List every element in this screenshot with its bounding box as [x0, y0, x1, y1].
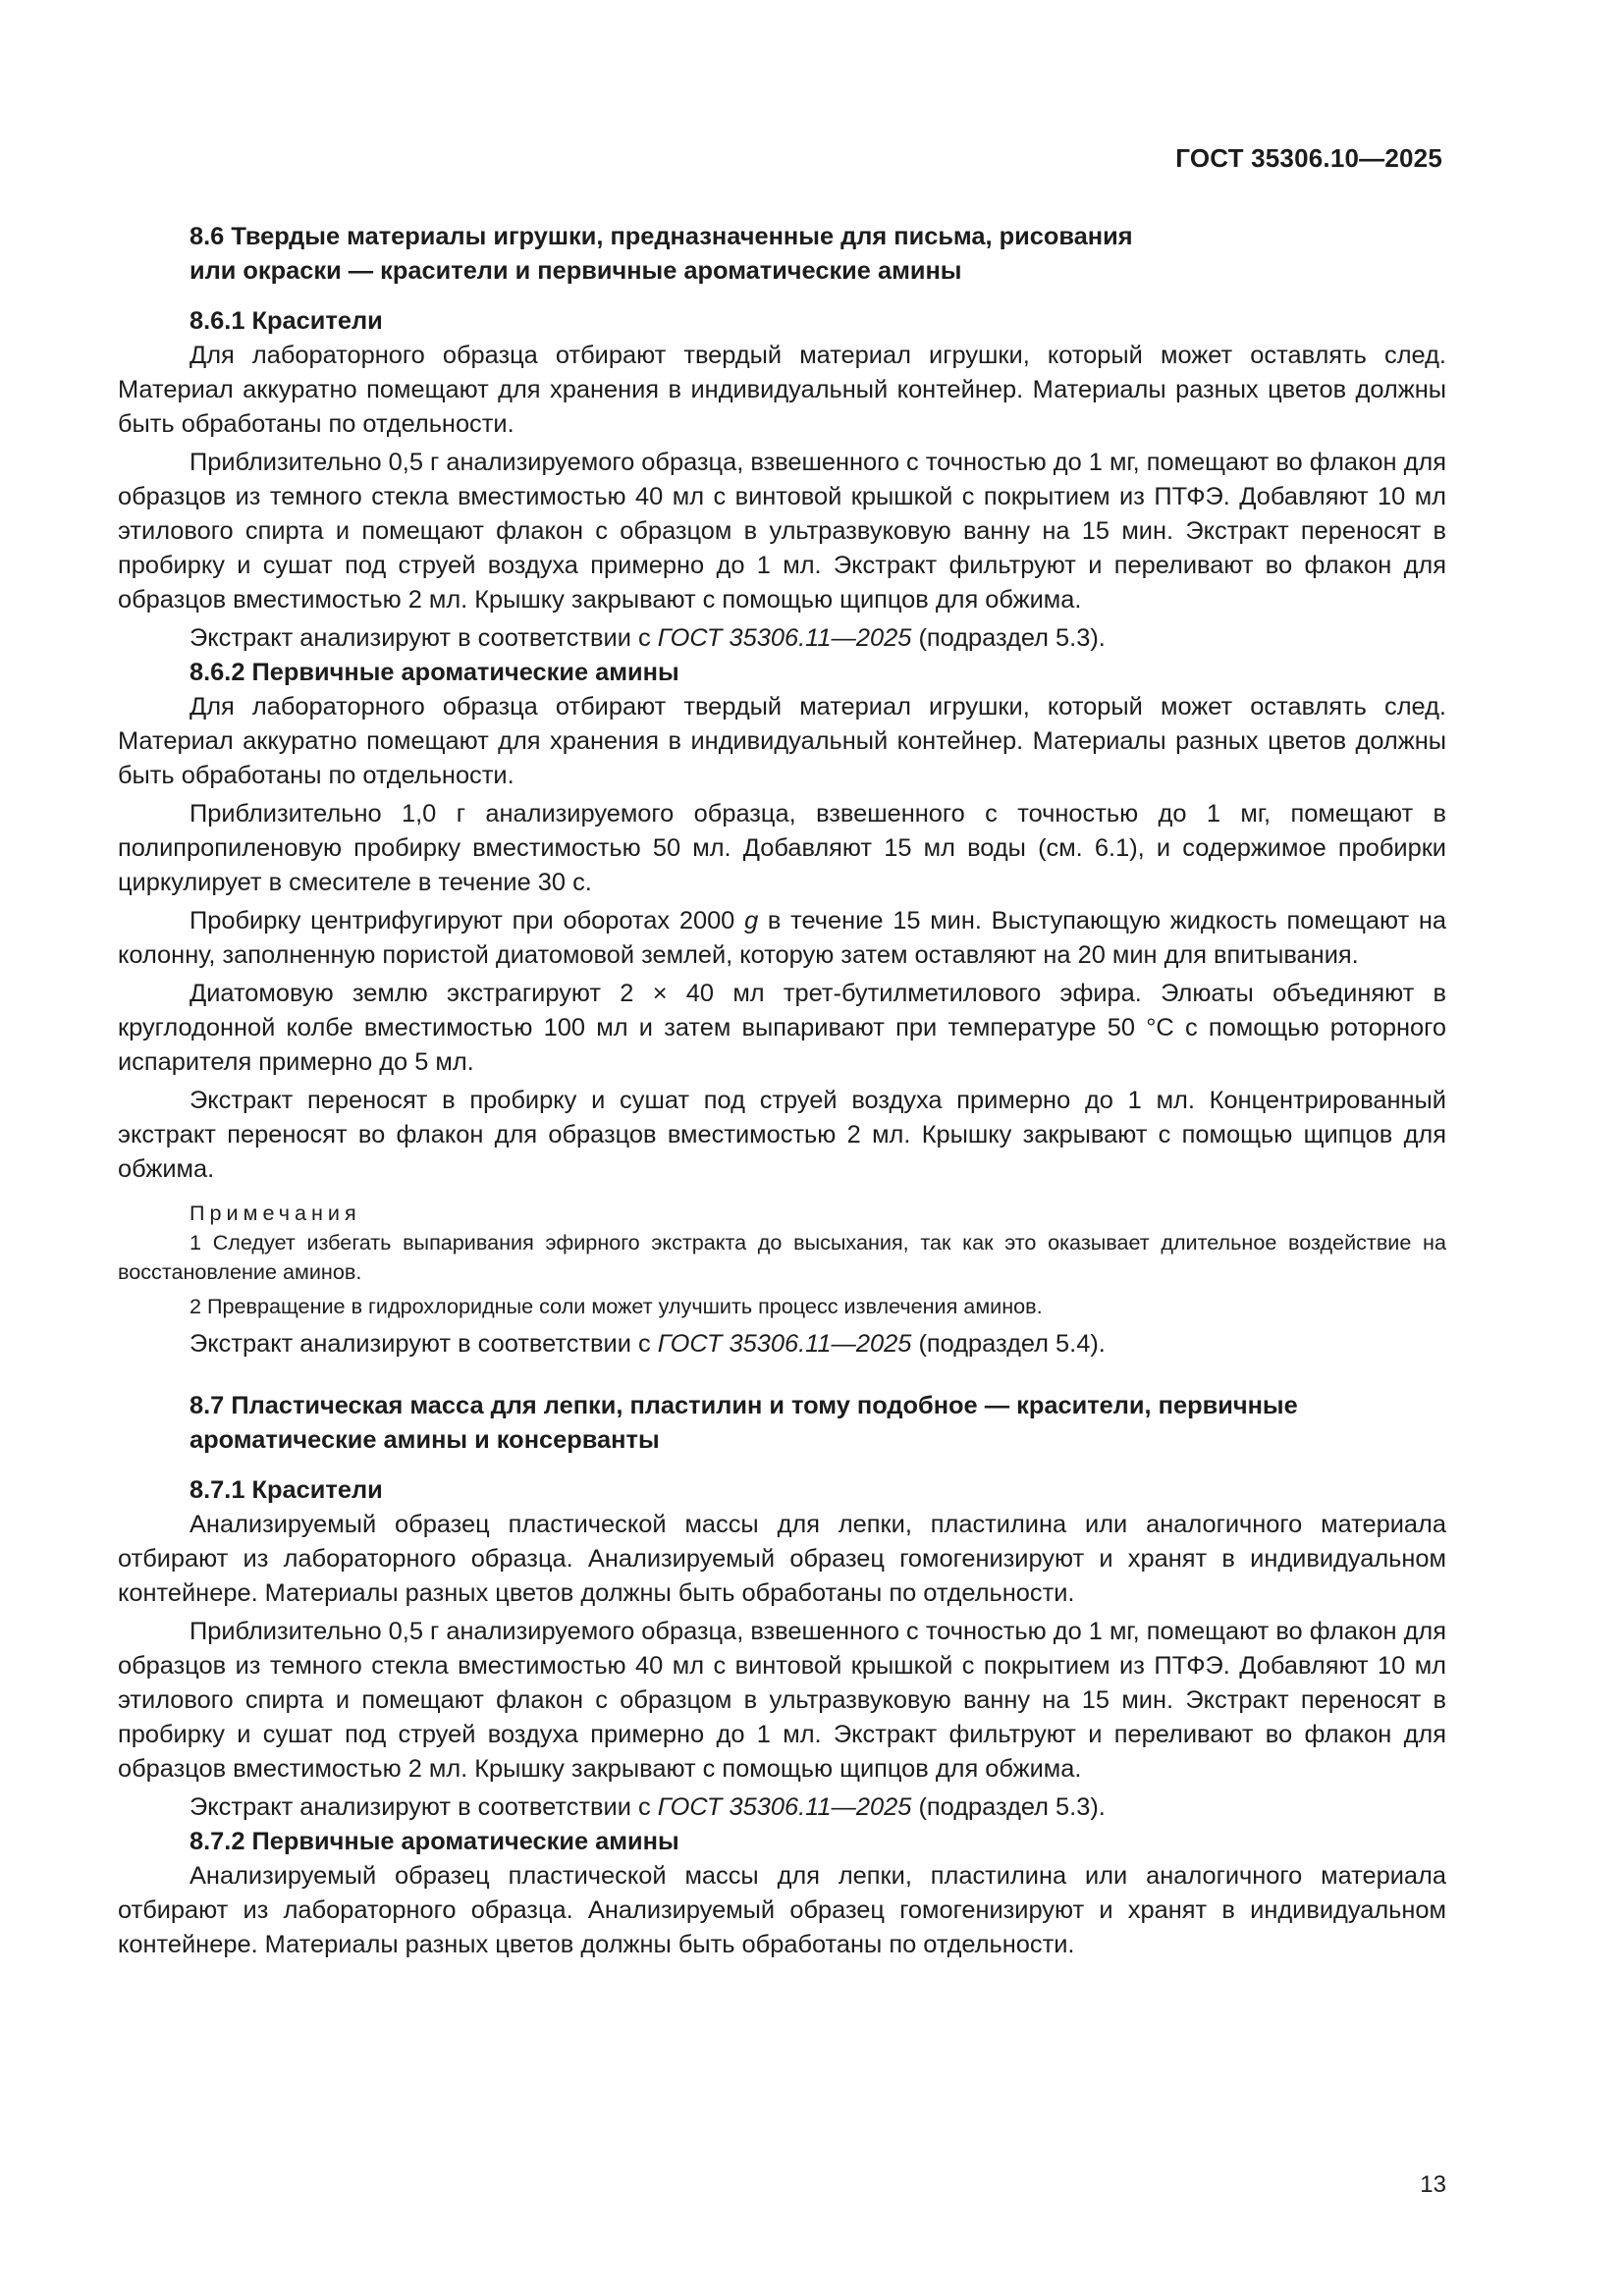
section-8-7-title-line1: 8.7 Пластическая масса для лепки, пластилин и тому подобное — красители, первичные — [189, 1392, 1298, 1419]
standard-reference: ГОСТ 35306.11—2025 — [657, 1793, 912, 1821]
section-8-7-heading — [189, 1389, 1446, 1458]
reference-text: Экстракт анализируют в соответствии с — [189, 1330, 658, 1358]
paragraph-text: в течение 15 мин. Выступающую жидкость помещают на колонну, заполненную пористой диатомовой землей, которую затем оставляют на 20 мин для впитывания. — [118, 907, 1446, 969]
paragraph: Приблизительно 0,5 г анализируемого образца, взвешенного с точностью до 1 мг, помещают во флакон для образцов из темного стекла вместимостью 40 мл с винтовой крышкой с покрытием из ПТФЭ. Добавляют 10 мл этилового спирта и помещают флакон с образцом в ультразвуковую ванну на 15 мин. Экстракт переносят в пробирку и сушат под струей воздуха примерно до 1 мл. Экстракт фильтруют и переливают во флакон для образцов вместимостью 2 мл. Крышку закрывают с помощью щипцов для обжима. — [118, 449, 1446, 614]
note-item: 2 Превращение в гидрохлоридные соли может улучшить процесс извлечения аминов. — [189, 1294, 1043, 1318]
paragraph: Для лабораторного образца отбирают твердый материал игрушки, который может оставлять след. Материал аккуратно помещают для хранения в индивидуальный контейнер. Материалы разных цветов должны быть обработаны по отдельности. — [118, 693, 1446, 789]
reference-text: (подраздел 5.3). — [911, 624, 1106, 652]
paragraph: Анализируемый образец пластической массы для лепки, пластилина или аналогичного материала отбирают из лабораторного образца. Анализируемый образец гомогенизируют и хранят в индивидуальном контейнере. Материалы разных цветов должны быть обработаны по отдельности. — [118, 1511, 1446, 1607]
reference-text: Экстракт анализируют в соответствии с — [189, 1793, 658, 1821]
standard-reference: ГОСТ 35306.11—2025 — [657, 1330, 912, 1358]
paragraph-reference — [118, 621, 1446, 656]
paragraph: Анализируемый образец пластической массы для лепки, пластилина или аналогичного материала отбирают из лабораторного образца. Анализируемый образец гомогенизируют и хранят в индивидуальном контейнере. Материалы разных цветов должны быть обработаны по отдельности. — [118, 1862, 1446, 1958]
note-item: 1 Следует избегать выпаривания эфирного экстракта до высыхания, так как это оказывает длительное воздействие на восстановление аминов. — [118, 1230, 1446, 1284]
paragraph: Приблизительно 1,0 г анализируемого образца, взвешенного с точностью до 1 мг, помещают в полипропиленовую пробирку вместимостью 50 мл. Добавляют 15 мл воды (см. 6.1), и содержимое пробирки циркулирует в смесителе в течение 30 с. — [118, 800, 1446, 896]
g-force-symbol: g — [744, 907, 759, 934]
paragraph-reference — [118, 1327, 1446, 1362]
paragraph: Для лабораторного образца отбирают твердый материал игрушки, который может оставлять след. Материал аккуратно помещают для хранения в индивидуальный контейнер. Материалы разных цветов должны быть обработаны по отдельности. — [118, 342, 1446, 438]
section-8-6-title-line2: или окраски — красители и первичные ароматические амины — [189, 257, 962, 285]
notes-title: Примечания — [189, 1201, 361, 1225]
paragraph-text: Пробирку центрифугируют при оборотах 2000 — [189, 907, 745, 934]
paragraph: Приблизительно 0,5 г анализируемого образца, взвешенного с точностью до 1 мг, помещают во флакон для образцов из темного стекла вместимостью 40 мл с винтовой крышкой с покрытием из ПТФЭ. Добавляют 10 мл этилового спирта и помещают флакон с образцом в ультразвуковую ванну на 15 мин. Экстракт переносят в пробирку и сушат под струей воздуха примерно до 1 мл. Экстракт фильтруют и переливают во флакон для образцов вместимостью 2 мл. Крышку закрывают с помощью щипцов для обжима. — [118, 1618, 1446, 1783]
page-number: 13 — [1420, 2171, 1446, 2198]
paragraph: Диатомовую землю экстрагируют 2 × 40 мл трет-бутилметилового эфира. Элюаты объединяют в круглодонной колбе вместимостью 100 мл и затем выпаривают при температуре 50 °С с помощью роторного испарителя примерно до 5 мл. — [118, 980, 1446, 1076]
reference-text: Экстракт анализируют в соответствии с — [189, 624, 658, 652]
paragraph — [118, 904, 1446, 973]
document-body — [118, 220, 1446, 1966]
section-8-6-heading — [189, 220, 1446, 289]
section-8-6-title-line1: 8.6 Твердые материалы игрушки, предназначенные для письма, рисования — [189, 223, 1133, 250]
subsection-8-6-2-heading: 8.6.2 Первичные ароматические амины — [189, 659, 679, 686]
subsection-8-6-1-heading: 8.6.1 Красители — [189, 307, 383, 335]
document-code: ГОСТ 35306.10—2025 — [1175, 143, 1442, 173]
notes-block — [118, 1199, 1446, 1321]
reference-text: (подраздел 5.4). — [911, 1330, 1106, 1358]
section-8-7-title-line2: ароматические амины и консерванты — [189, 1426, 660, 1454]
reference-text: (подраздел 5.3). — [911, 1793, 1106, 1821]
subsection-8-7-1-heading: 8.7.1 Красители — [189, 1476, 383, 1504]
paragraph-reference — [118, 1790, 1446, 1825]
paragraph: Экстракт переносят в пробирку и сушат под струей воздуха примерно до 1 мл. Концентрированный экстракт переносят во флакон для образцов вместимостью 2 мл. Крышку закрывают с помощью щипцов для обжима. — [118, 1087, 1446, 1183]
standard-reference: ГОСТ 35306.11—2025 — [657, 624, 912, 652]
subsection-8-7-2-heading: 8.7.2 Первичные ароматические амины — [189, 1828, 679, 1855]
